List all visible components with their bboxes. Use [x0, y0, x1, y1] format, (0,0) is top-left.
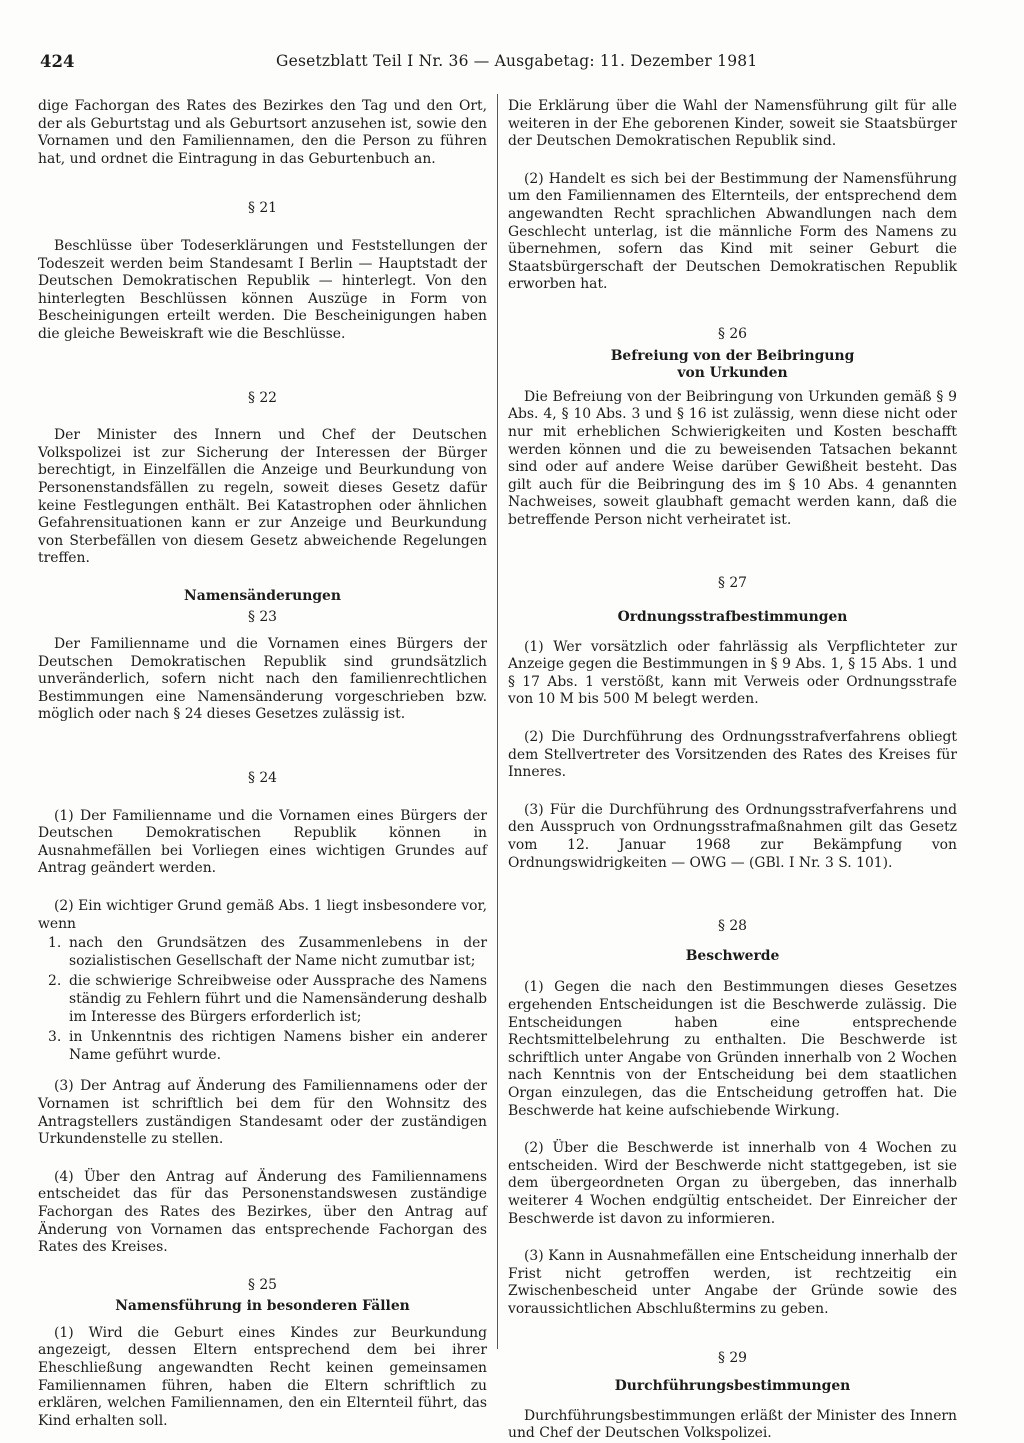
section-29-label: § 29 — [717, 1350, 748, 1367]
section-28-paragraph-2: (2) Über die Beschwerde ist innerhalb von 4 Wochen zu entscheiden. Wird der Beschwerde nicht stattgegeben, ist sie dem übergeordneten Organ zu übergeben, das innerhalb weiterer 4 Wochen endgültig entscheidet. Der Einreicher der Beschwerde ist davon zu informieren. — [508, 1140, 957, 1227]
section-22-paragraph: Der Minister des Innern und Chef der Deutschen Volkspolizei ist zur Sicherung der Interessen der Bürger berechtigt, in Einzelfällen die Anzeige und Beurkundung von Personenstandsfällen zu regeln, soweit dieses Gesetz dafür keine Festlegungen enthält. Bei Katastrophen oder ähnlichen Gefahrensituationen kann er zur Anzeige und Beurkundung von Sterbefällen von diesem Gesetz abweichende Regelungen treffen. — [38, 427, 487, 567]
paragraph-continued: Die Erklärung über die Wahl der Namensführung gilt für alle weiteren in der Ehe geborenen Kinder, soweit sie Staatsbürger der Deutschen Demokratischen Republik sind. — [508, 98, 957, 150]
section-23-paragraph: Der Familienname und die Vornamen eines Bürgers der Deutschen Demokratischen Republik sind grundsätzlich unveränderlich, sofern nicht nach den familienrechtlichen Bestimmungen eine Namensänderung vorgeschrieben bzw. möglich oder nach § 24 dieses Gesetzes zulässig ist. — [38, 636, 487, 723]
heading-befreiung-2: von Urkunden — [677, 365, 788, 382]
section-27-paragraph-1: (1) Wer vorsätzlich oder fahrlässig als Verpflichteter zur Anzeige gegen die Bestimmungen in § 9 Abs. 1, § 15 Abs. 1 und § 17 Abs. 1 verstößt, kann mit Verweis oder Ordnungsstrafe von 10 M bis 500 M belegt werden. — [508, 638, 957, 708]
page-number: 424 — [40, 52, 75, 71]
column-divider — [497, 94, 498, 1349]
list-item — [38, 1029, 487, 1064]
section-21-paragraph: Beschlüsse über Todeserklärungen und Feststellungen der Todeszeit werden beim Standesamt I Berlin — Hauptstadt der Deutschen Demokratischen Republik — hinterlegt. Von den hinterlegten Beschlüssen können Auszüge in Form von Bescheinigungen erteilt werden. Die Bescheinigungen haben die gleiche Beweiskraft wie die Beschlüsse. — [38, 237, 487, 342]
section-24-paragraph-4: (4) Über den Antrag auf Änderung des Familiennamens entscheidet das für das Personenstandswesen zuständige Fachorgan des Rates des Bezirkes, über den Antrag auf Änderung von Vornamen das entsprechende Fachorgan des Rates des Kreises. — [38, 1168, 487, 1256]
section-28-label: § 28 — [717, 918, 748, 935]
section-27-label: § 27 — [717, 575, 748, 592]
section-24-paragraph-3: (3) Der Antrag auf Änderung des Familiennamens oder der Vornamen ist schriftlich bei dem für den Wohnsitz des Antragstellers zuständigen Standesamt oder der zuständigen Urkundenstelle zu stellen. — [38, 1078, 487, 1148]
section-27-paragraph-3: (3) Für die Durchführung des Ordnungsstrafverfahrens und den Ausspruch von Ordnungsstrafmaßnahmen gilt das Gesetz vom 12. Januar 1968 zur Bekämpfung von Ordnungswidrigkeiten — OWG — (GBl. I Nr. 3 S. 101). — [508, 801, 957, 871]
list-item-number: 2. — [48, 973, 62, 990]
left-column — [38, 98, 487, 1430]
list-item-text: in Unkenntnis des richtigen Namens bisher ein anderer Name geführt wurde. — [69, 1029, 487, 1063]
section-25-paragraph-1: (1) Wird die Geburt eines Kindes zur Beurkundung angezeigt, dessen Eltern entsprechend dem bei ihrer Eheschließung angewandten Recht keinen gemeinsamen Familiennamen führen, haben die Eltern schriftlich zu erklären, welchen Familiennamen, den ein Elternteil führt, das Kind erhalten soll. — [38, 1324, 487, 1429]
list-item-text: die schwierige Schreibweise oder Aussprache des Namens ständig zu Fehlern führt und die Namensänderung deshalb im Interesse des Bürgers erforderlich ist; — [69, 973, 487, 1025]
section-29-paragraph: Durchführungsbestimmungen erläßt der Minister des Innern und Chef der Deutschen Volkspolizei. — [508, 1407, 957, 1442]
section-26-paragraph: Die Befreiung von der Beibringung von Urkunden gemäß § 9 Abs. 4, § 10 Abs. 3 und § 16 ist zulässig, wenn diese nicht oder nur mit erheblichen Schwierigkeiten und Kosten beschafft werden können und die zu beweisenden Tatsachen bekannt sind oder auf andere Weise darüber Gewißheit besteht. Das gilt auch für die Beibringung des im § 10 Abs. 4 genannten Nachweises, soweit glaubhaft gemacht werden kann, daß die betreffende Person nicht verheiratet ist. — [508, 388, 957, 528]
section-25-label: § 25 — [247, 1276, 278, 1293]
list-item-text: nach den Grundsätzen des Zusammenlebens in der sozialistischen Gesellschaft der Name nicht zumutbar ist; — [69, 935, 487, 969]
heading-beschwerde: Beschwerde — [685, 947, 780, 964]
running-title: Gesetzblatt Teil I Nr. 36 — Ausgabetag: 11. Dezember 1981 — [276, 52, 758, 70]
section-24-paragraph-1: (1) Der Familienname und die Vornamen eines Bürgers der Deutschen Demokratischen Republik können in Ausnahmefällen bei Vorliegen eines wichtigen Grundes auf Antrag geändert werden. — [38, 807, 487, 877]
right-column — [508, 98, 957, 1443]
heading-namensfuehrung: Namensführung in besonderen Fällen — [115, 1298, 410, 1315]
section-28-paragraph-3: (3) Kann in Ausnahmefällen eine Entscheidung innerhalb der Frist nicht getroffen werden, ist rechtzeitig ein Zwischenbescheid unter Angabe der Gründe sowie des voraussichtlichen Abschlußtermins zu geben. — [508, 1248, 957, 1317]
heading-durchfuehrungsbestimmungen: Durchführungsbestimmungen — [614, 1378, 851, 1395]
section-22-label: § 22 — [247, 389, 278, 406]
paragraph-continued: dige Fachorgan des Rates des Bezirkes den Tag und den Ort, der als Geburtstag und als Geburtsort anzusehen ist, sowie den Vornamen und den Familiennamen, den die Person zu führen hat, und ordnet die Eintragung in das Geburtenbuch an. — [38, 98, 487, 167]
page-header — [40, 52, 984, 76]
list-item — [38, 935, 487, 970]
section-23-label: § 23 — [247, 609, 278, 626]
section-24-label: § 24 — [247, 770, 278, 787]
heading-befreiung-1: Befreiung von der Beibringung — [610, 347, 855, 364]
heading-namensaenderungen: Namensänderungen — [184, 587, 341, 604]
section-28-paragraph-1: (1) Gegen die nach den Bestimmungen dieses Gesetzes ergehenden Entscheidungen ist die Beschwerde zulässig. Die Entscheidungen haben eine entsprechende Rechtsmittelbelehrung zu enthalten. Die Beschwerde ist schriftlich unter Angabe von Gründen innerhalb von 2 Wochen nach Kenntnis von der Entscheidung bei dem staatlichen Organ einzulegen, das die Entscheidung getroffen hat. Die Beschwerde hat keine aufschiebende Wirkung. — [508, 979, 957, 1119]
section-25-paragraph-2: (2) Handelt es sich bei der Bestimmung der Namensführung um den Familiennamen des Elternteils, der entsprechend dem angewandten Recht sprachlichen Abwandlungen nach dem Geschlecht unterlag, ist die männliche Form des Namens zu übernehmen, sofern das Kind mit seiner Geburt die Staatsbürgerschaft der Deutschen Demokratischen Republik erworben hat. — [508, 170, 957, 293]
section-21-label: § 21 — [247, 200, 278, 217]
list-item-number: 1. — [48, 935, 62, 952]
list-item-number: 3. — [48, 1029, 62, 1046]
section-24-paragraph-2: (2) Ein wichtiger Grund gemäß Abs. 1 liegt insbesondere vor, wenn — [38, 898, 487, 932]
list-item — [38, 973, 487, 1026]
heading-ordnungsstrafbestimmungen: Ordnungsstrafbestimmungen — [617, 609, 848, 626]
section-27-paragraph-2: (2) Die Durchführung des Ordnungsstrafverfahrens obliegt dem Stellvertreter des Vorsitzenden des Rates des Kreises für Inneres. — [508, 729, 957, 781]
section-26-label: § 26 — [717, 325, 748, 342]
